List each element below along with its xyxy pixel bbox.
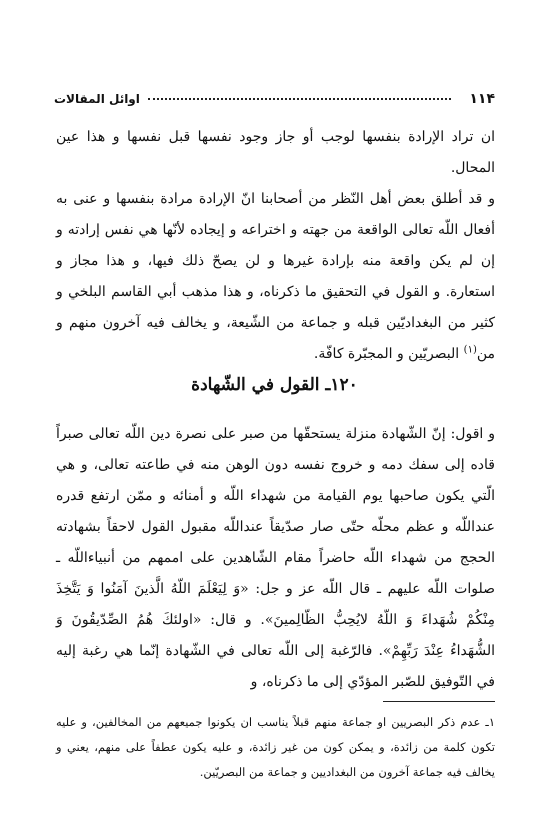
paragraph-text: و قد أطلق بعض أهل النّظر من أصحابنا انّ الإرادة مرادة بنفسها و عنى به أفعال اللّه تعالى الواقعة من جهته و اختراعه و إيجاده لأنّها هي نفس إرادته و إن لم يكن واقعة منه بإرادة غيرها و لن يصحّ ذلك فيها، و هذا مجاز و استعارة. و القول في التحقيق ما ذكرناه، و هذا مذهب أبي القاسم البلخي و كثير من البغداديّين قبله و جماعة من الشّيعة، و يخالف فيه آخرون منهم و من	[56, 191, 495, 362]
body-text	[56, 122, 495, 370]
paragraph-text-ending: البصريّين و المجبّرة كافّة.	[313, 346, 460, 362]
paragraph	[56, 184, 495, 370]
section-body	[56, 419, 495, 698]
footnote: ١ـ عدم ذكر البصريين او جماعة منهم قبلاً يناسب ان يكونوا جميعهم من المخالفين، و عليه تكون كلمة من زائدة، و يمكن كون من غير زائدة، و عليه يكون عطفاً على منهم، يعني و يخالف فيه جماعة آخرون من البغداديين و جماعة من البصريّين.	[56, 715, 495, 779]
book-title: اوائل المقالات	[54, 92, 140, 106]
footnote-divider	[383, 701, 495, 702]
footnote-reference[interactable]: (١)	[463, 344, 477, 356]
page-number: ١١۴	[469, 91, 495, 107]
dot-leader	[148, 98, 451, 100]
paragraph: و اقول: إنّ الشّهادة منزلة يستحقّها من صبر على نصرة دين اللّه تعالى صبراً قاده إلى سفك دمه و خروج نفسه دون الوهن منه في طاعته تعالى، و هي الّتي يكون صاحبها يوم القيامة من شهداء اللّه و أمنائه و ممّن ارتفع قدره عنداللّه و عظم محلّه حتّى صار صدّيقاً عنداللّه مقبول القول لاحقاً بشهادته الحجج من شهداء اللّه حاضراً مقام الشّاهدين على اممهم من أنبياءاللّه ـ صلوات اللّه عليهم ـ قال اللّه عز و جل: «وَ لِيَعْلَمَ اللّهُ الَّذينَ آمَنُوا وَ يَتَّخِذَ مِنْكُمْ شُهَداءَ وَ اللّهُ لايُحِبُّ الظّالِمينَ». و قال: «اولئكَ هُمُ الصِّدّيقُونَ وَ الشُّهَداءُ عِنْدَ رَبِّهِمْ». فالرّغبة إلى اللّه تعالى في الشّهادة إنّما هي رغبة إليه في التّوفيق للصّبر المؤدّي إلى ما ذكرناه، و	[56, 426, 495, 690]
running-header	[54, 88, 495, 110]
paragraph: ان تراد الإرادة بنفسها لوجب أو جاز وجود نفسها قبل نفسها و هذا عين المحال.	[56, 129, 495, 176]
section-heading: ١٢٠ـ القول في الشّهادة	[191, 375, 358, 395]
